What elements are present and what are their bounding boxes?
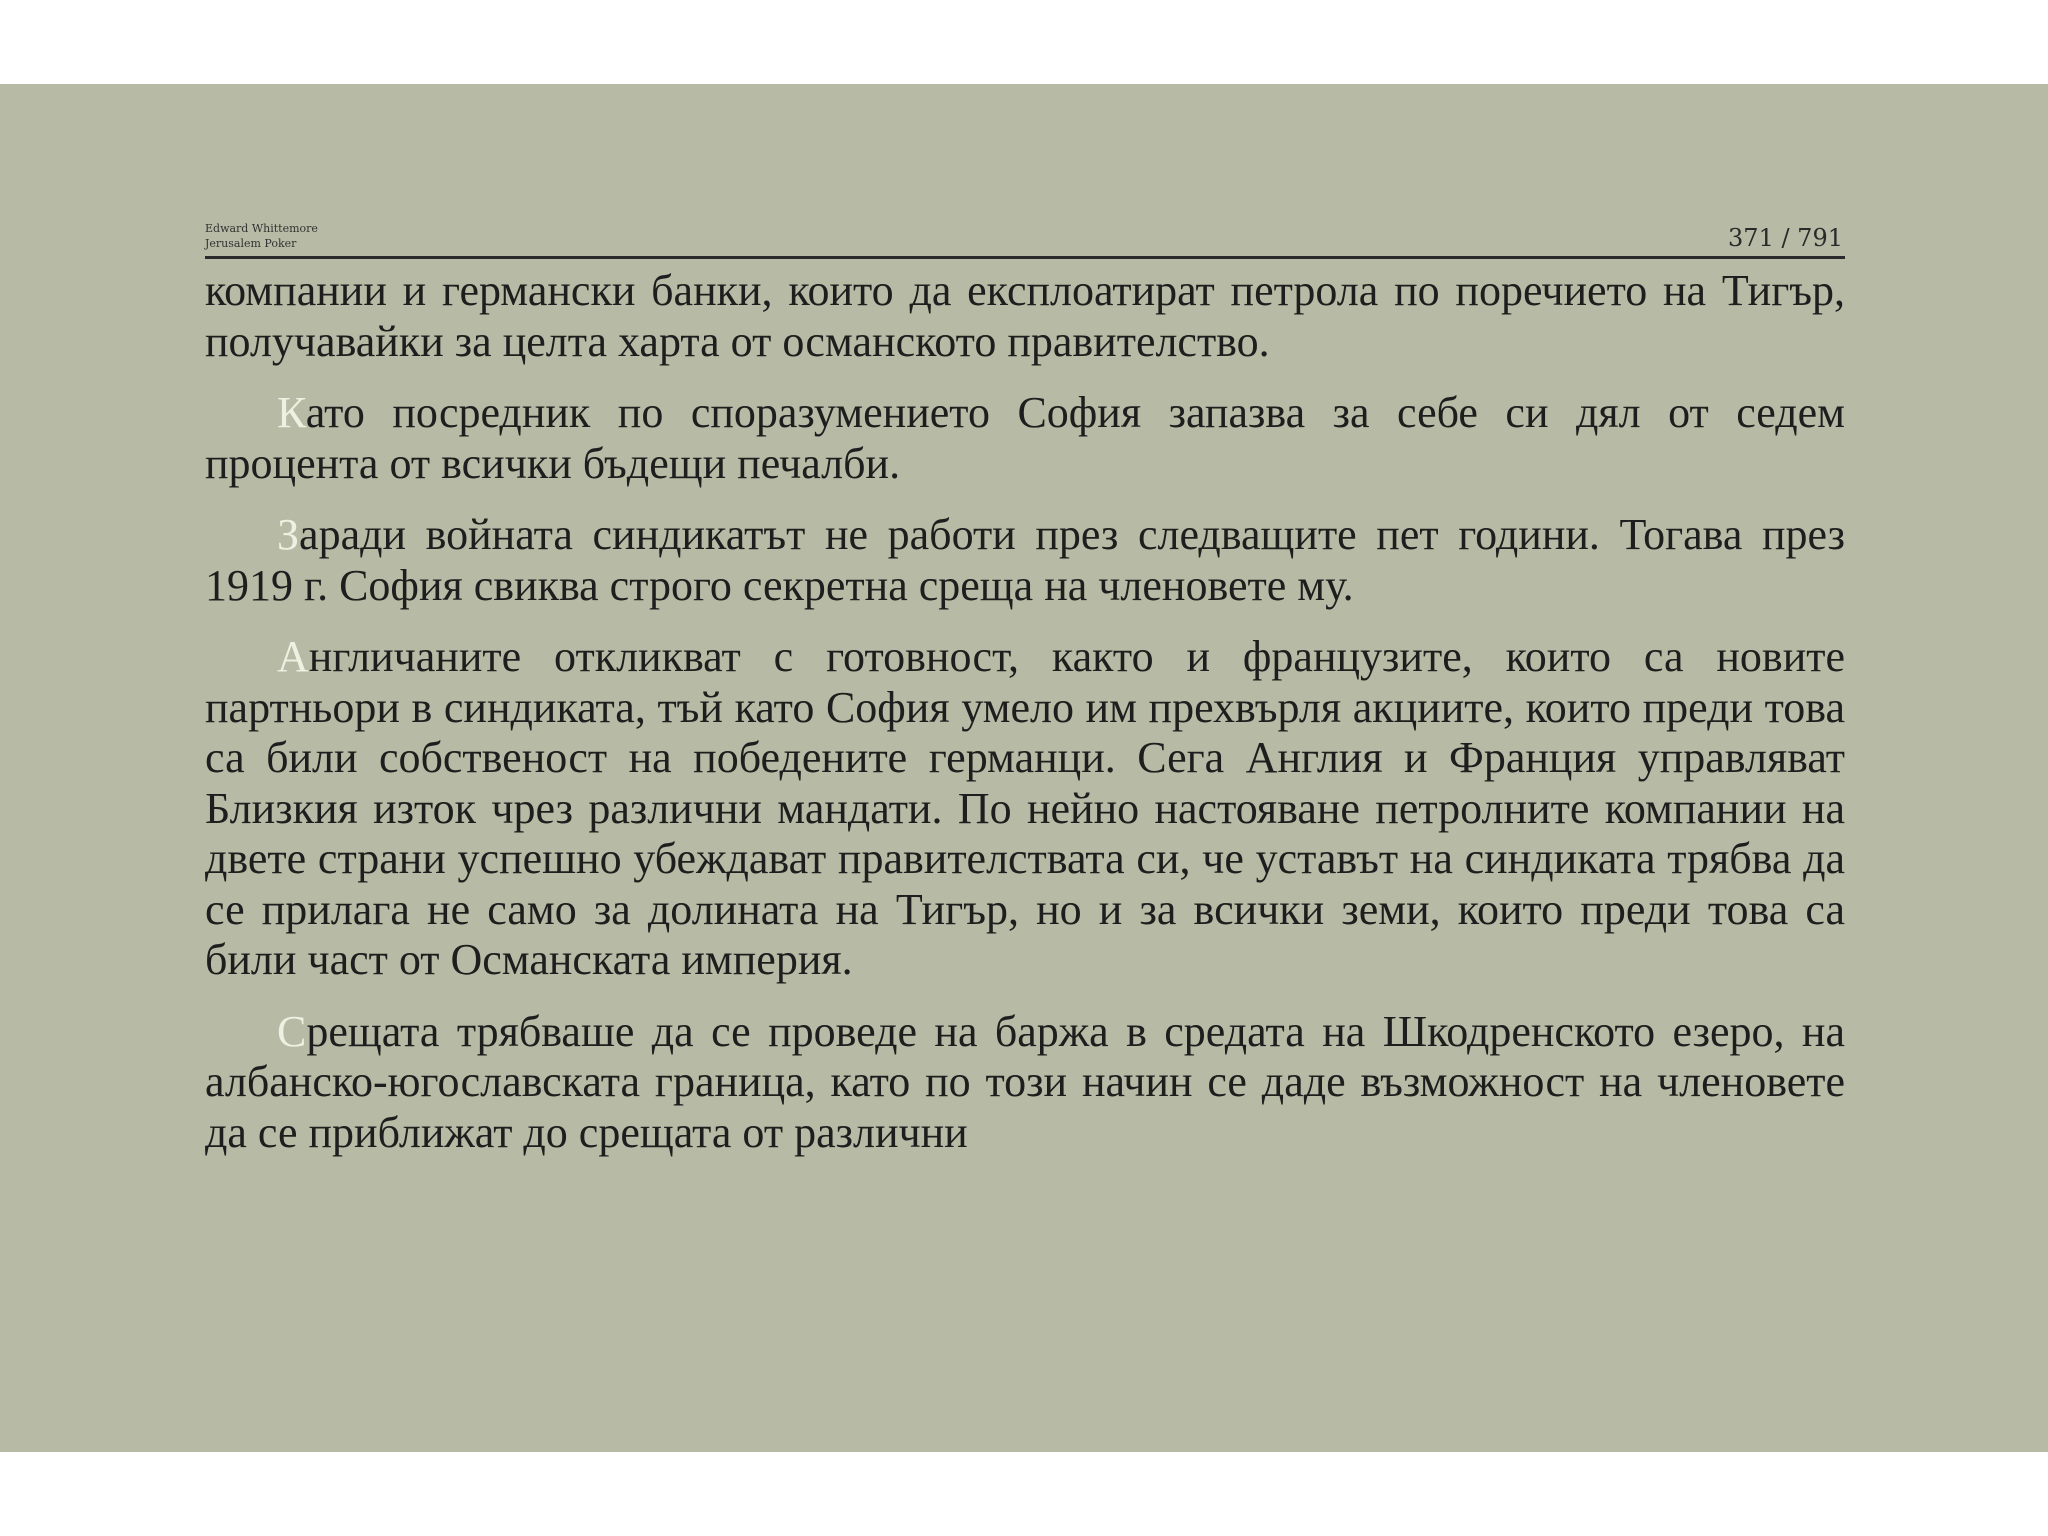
paragraph xyxy=(205,510,1845,611)
initial-letter: З xyxy=(277,510,300,559)
book-meta xyxy=(205,221,318,251)
paragraph-text: нгличаните откликват с готовност, както и французите, които са новите партньори в синдиката, тъй като София умело им прехвърля акциите, които преди това са били собственост на победените германци. Сега Англия и Франция управляват Близкия изток чрез различни мандати. По нейно настояване петролните компании на двете страни успешно убеждават правителствата си, че уставът на синдиката трябва да се прилага не само за долината на Тигър, но и за всички земи, които преди това са били част от Османската империя. xyxy=(205,632,1845,984)
initial-letter: С xyxy=(277,1006,307,1056)
paragraph-text: аради войната синдикатът не работи през следващите пет години. Тогава през 1919 г. София свиква строго секретна среща на членовете му. xyxy=(205,510,1845,610)
paragraph xyxy=(205,388,1845,489)
page-text xyxy=(205,266,1845,1179)
paragraph xyxy=(205,632,1845,986)
page-indicator: 371 / 791 xyxy=(1728,224,1843,252)
paragraph-text: ато посредник по споразумението София запазва за себе си дял от седем процента от всички бъдещи печалби. xyxy=(205,388,1845,488)
paragraph-text: компании и германски банки, които да експлоатират петрола по поречието на Тигър, получавайки за целта харта от османското правителство. xyxy=(205,266,1845,366)
book-title: Jerusalem Poker xyxy=(205,237,297,250)
initial-letter: А xyxy=(277,632,309,681)
paragraph xyxy=(205,1007,1845,1159)
initial-letter: К xyxy=(277,388,306,437)
author-name: Edward Whittemore xyxy=(205,222,318,235)
running-header xyxy=(205,219,1845,259)
paragraph xyxy=(205,266,1845,367)
paragraph-text: рещата трябваше да се проведе на баржа в средата на Шкодренското езеро, на албанско-югославската граница, като по този начин се даде възможност на членовете да се приближат до срещата от различни xyxy=(205,1006,1845,1157)
